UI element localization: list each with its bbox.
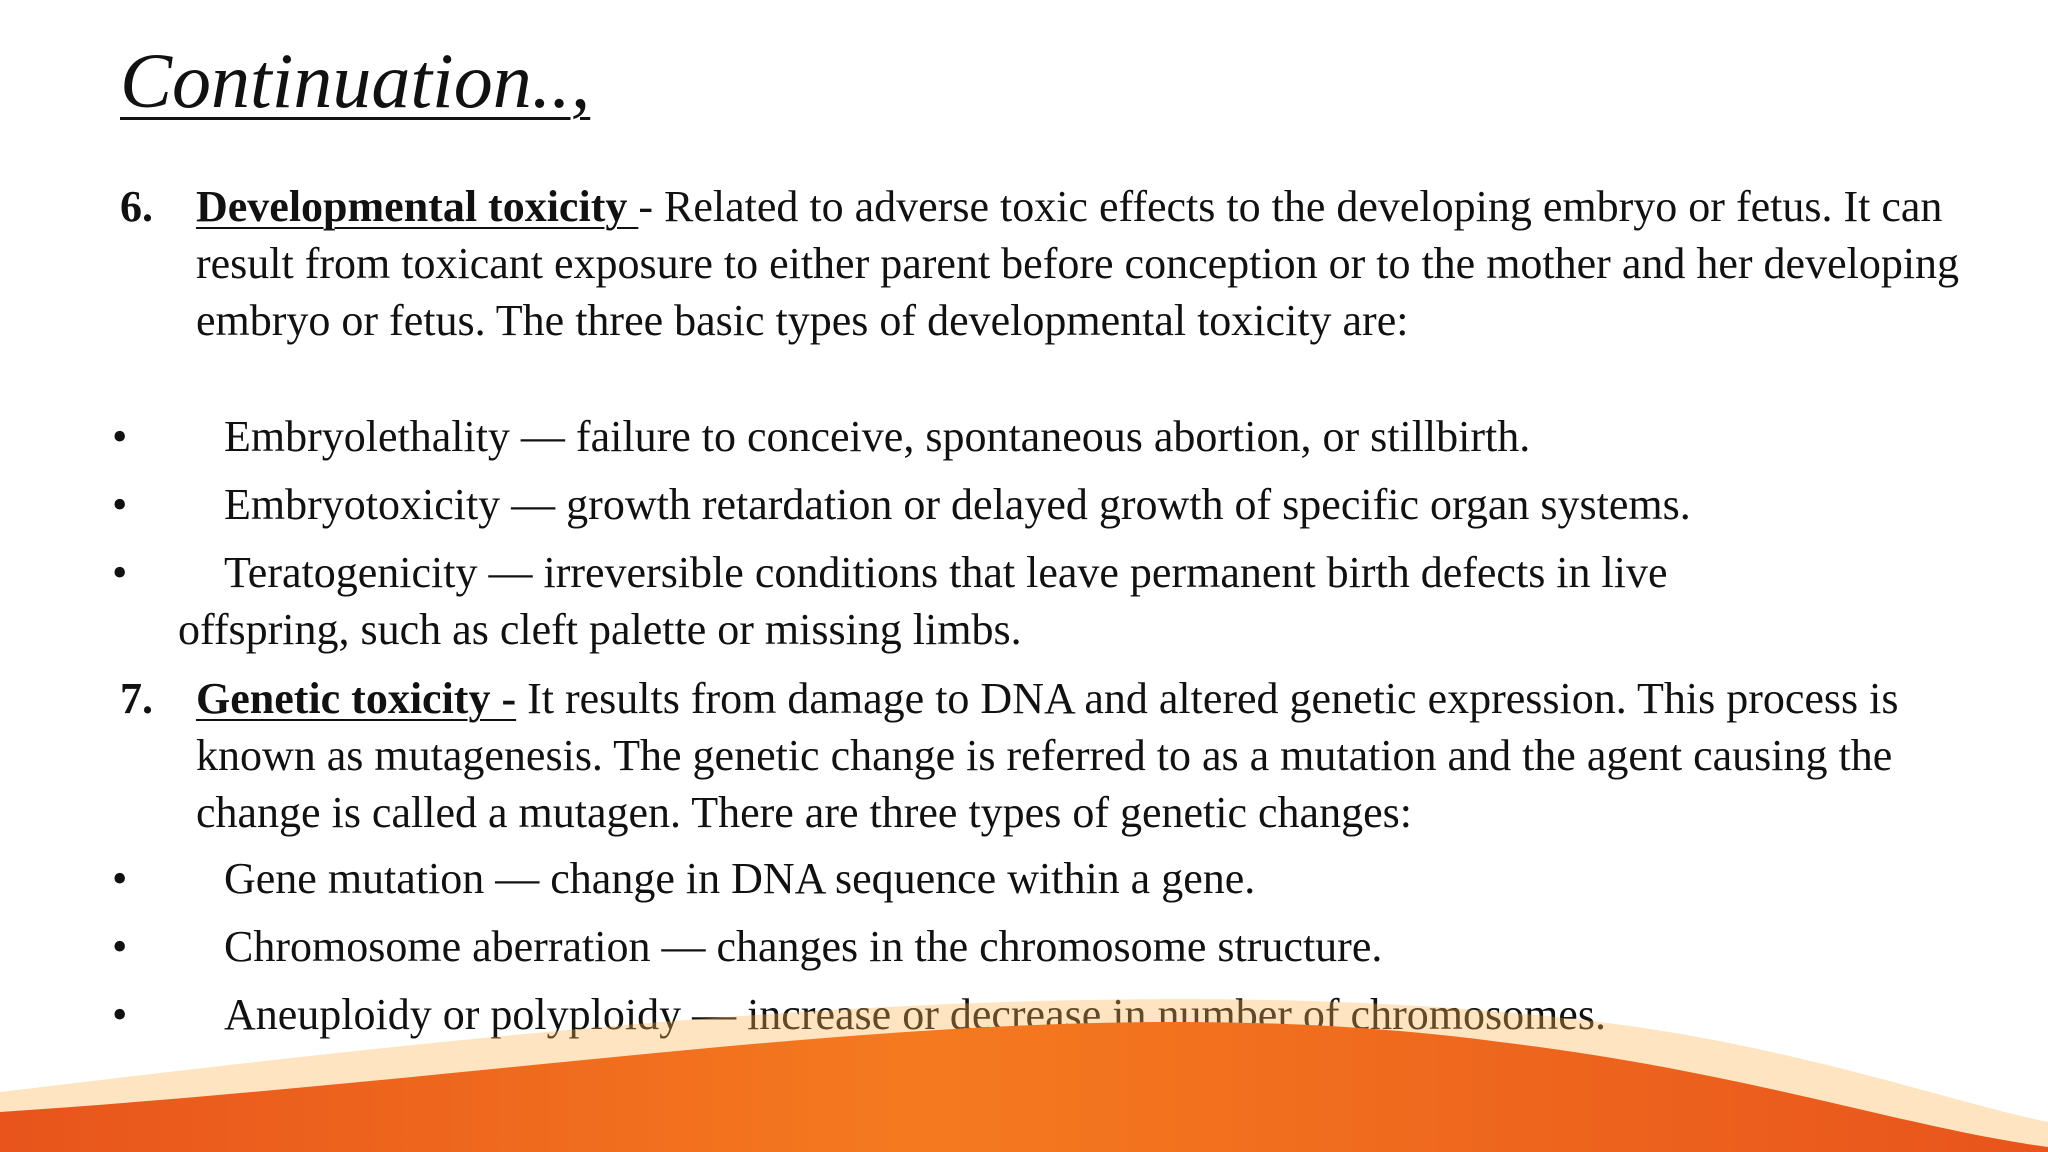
item-content (196, 178, 1980, 349)
item-term: Developmental toxicity (196, 182, 639, 231)
bullet-item (112, 408, 1912, 465)
item-genetic-toxicity (120, 670, 1980, 841)
item-text: - Related to adverse toxic effects to the developing embryo or fetus. It can result from toxicant exposure to either parent before conception or to the mother and her developing embryo or fetus. The three basic types of developmental toxicity are: (196, 182, 1960, 345)
bullet-glyph: • (112, 412, 128, 461)
bullet-text: Teratogenicity — irreversible conditions that leave permanent birth defects in live (224, 548, 1668, 597)
bullet-glyph: • (112, 990, 128, 1039)
bullet-text-continuation: offspring, such as cleft palette or missing limbs. (178, 605, 1022, 654)
bullet-text: Embryotoxicity — growth retardation or delayed growth of specific organ systems. (224, 480, 1691, 529)
bullet-text: Embryolethality — failure to conceive, spontaneous abortion, or stillbirth. (224, 412, 1531, 461)
slide-title: Continuation.., (120, 37, 591, 124)
bullet-item (112, 850, 1912, 907)
item-number: 7. (120, 674, 153, 723)
bullet-glyph: • (112, 854, 128, 903)
bullet-item (112, 544, 1912, 658)
item-text: It results from damage to DNA and altered genetic expression. This process is known as mutagenesis. The genetic change is referred to as a mutation and the agent causing the change is called a mutagen. There are three types of genetic changes: (196, 674, 1899, 837)
item-number: 6. (120, 182, 153, 231)
bullet-text: Gene mutation — change in DNA sequence within a gene. (224, 854, 1256, 903)
decorative-wave (0, 952, 2048, 1152)
bullet-text: Chromosome aberration — changes in the chromosome structure. (224, 922, 1383, 971)
bullet-item (112, 476, 1912, 533)
item-content (196, 670, 1980, 841)
item-term: Genetic toxicity - (196, 674, 517, 723)
bullet-glyph: • (112, 548, 128, 597)
bullet-glyph: • (112, 922, 128, 971)
bullet-glyph: • (112, 480, 128, 529)
bullet-text: Aneuploidy or polyploidy — increase or decrease in number of chromosomes. (224, 990, 1606, 1039)
item-developmental-toxicity (120, 178, 1980, 349)
